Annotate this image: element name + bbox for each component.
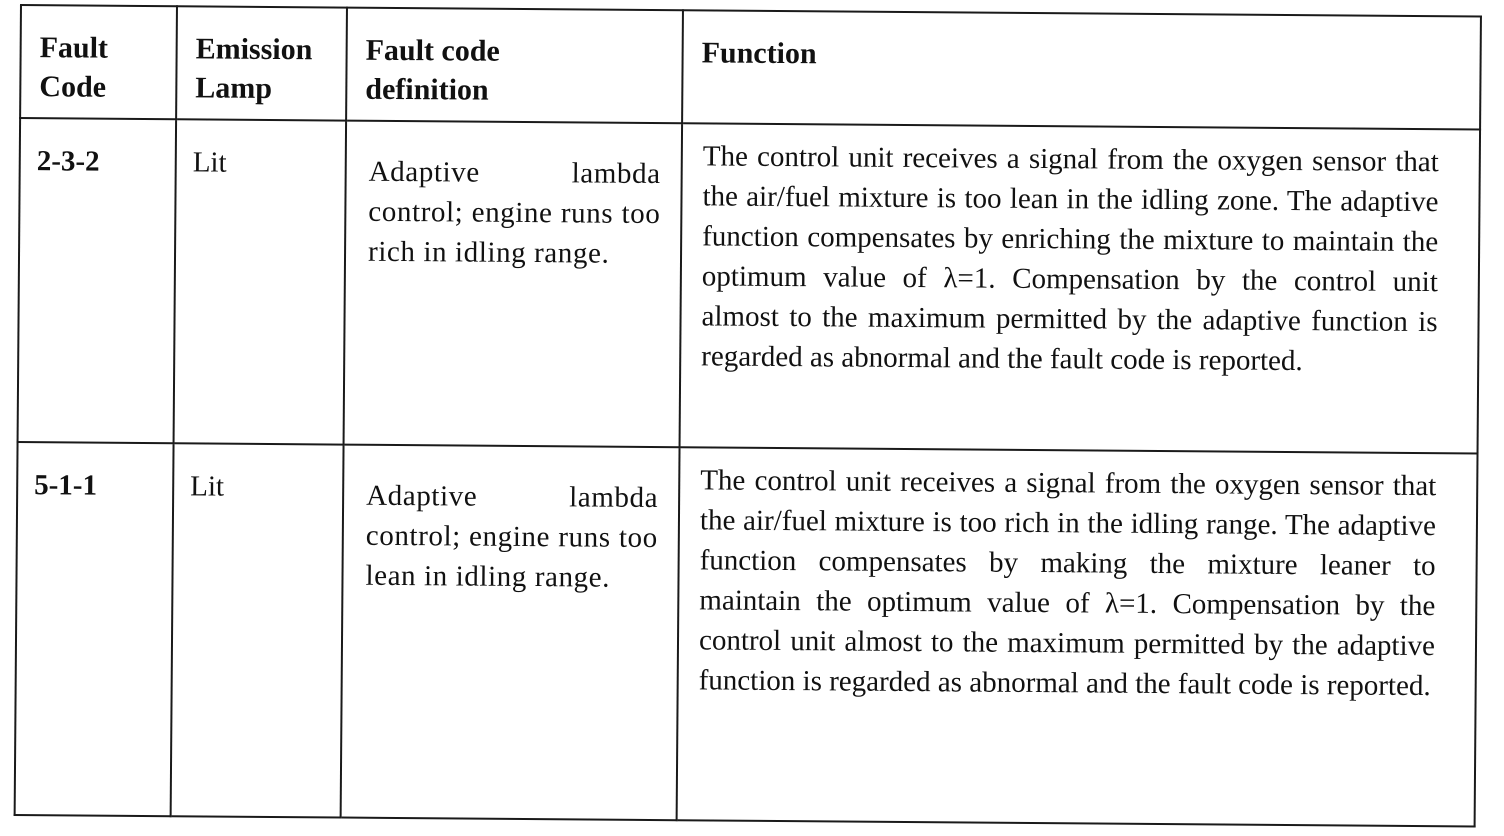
header-fault-code-definition: Fault code definition	[346, 8, 683, 123]
emission-lamp-cell: Lit	[171, 443, 344, 817]
table-header-row	[20, 5, 1481, 129]
definition-cell: Adaptive lambda control; engine runs too rich in idling range.	[344, 120, 683, 447]
header-function: Function	[682, 10, 1481, 129]
fault-code-table	[14, 4, 1482, 827]
emission-lamp-cell: Lit	[174, 119, 347, 445]
header-emission-lamp: Emission Lamp	[176, 6, 347, 120]
function-cell	[677, 447, 1478, 826]
function-cell	[680, 123, 1481, 454]
definition-cell: Adaptive lambda control; engine runs too lean in idling range.	[341, 445, 680, 820]
function-text: The control unit receives a signal from the oxygen sensor that the air/fuel mixture is too rich in the idling range. The adaptive function compensates by making the mixture leaner to maintain the optimum value of λ=1. Compensation by the control unit almost to the maximum permitted by the adaptive function is regarded as abnormal and the fault code is reported.	[698, 464, 1437, 703]
function-text: The control unit receives a signal from the oxygen sensor that the air/fuel mixture is too lean in the idling zone. The adaptive function compensates by enriching the mixture to maintain the optimum value of λ=1. Compensation by the control unit almost to the maximum permitted by the adaptive function is regarded as abnormal and the fault code is reported.	[701, 140, 1439, 377]
fault-code-cell: 2-3-2	[18, 118, 177, 444]
fault-code-cell: 5-1-1	[15, 442, 174, 816]
header-fault-code: Fault Code	[20, 5, 177, 119]
table-row	[18, 118, 1481, 454]
table-row	[15, 442, 1478, 826]
